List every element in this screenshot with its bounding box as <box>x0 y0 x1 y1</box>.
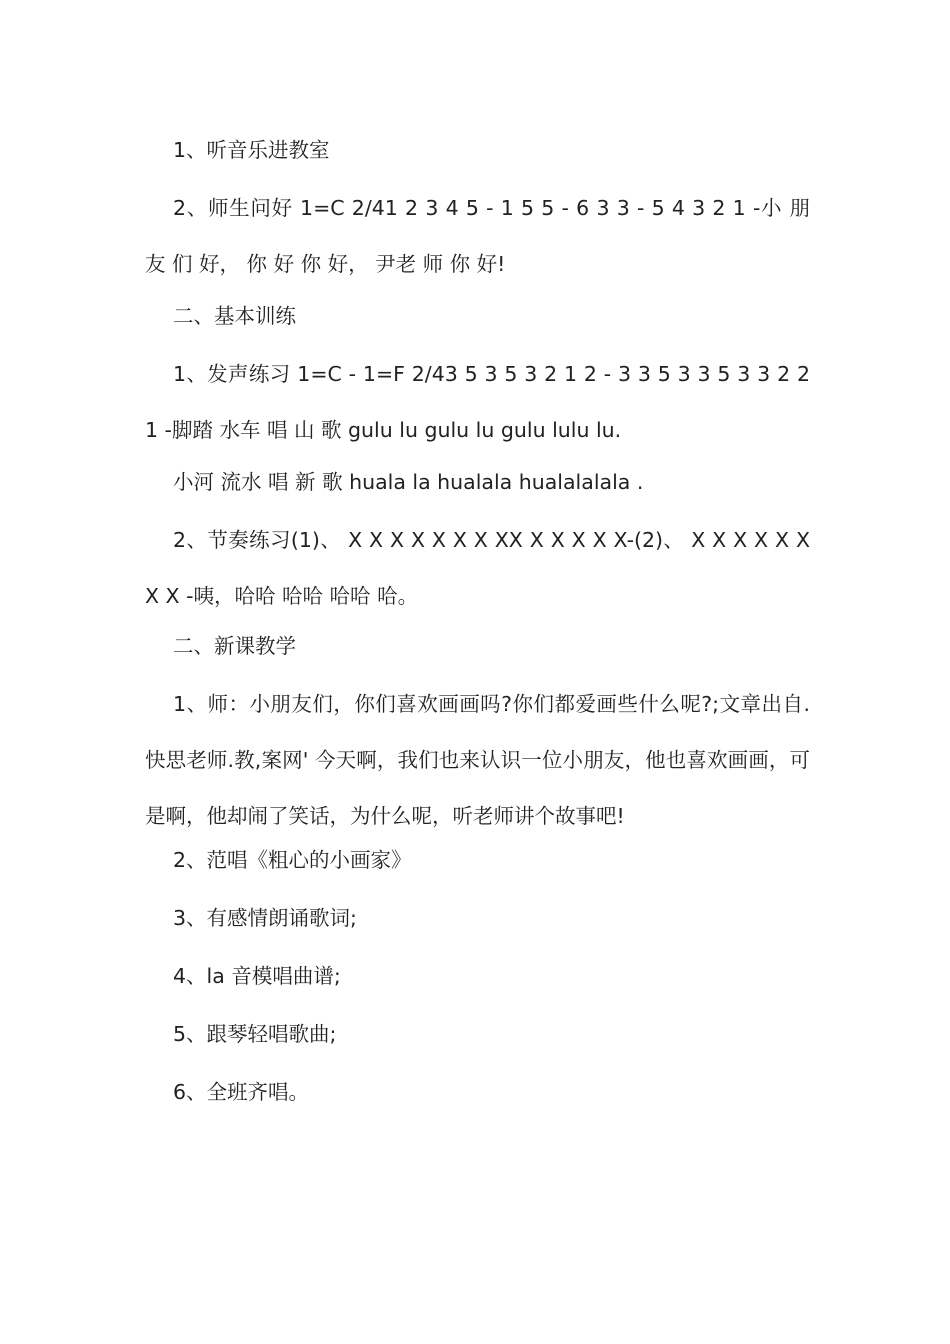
paragraph-6: 1、师：小朋友们，你们喜欢画画吗?你们都爱画些什么呢?;文章出自.快思老师.教,案网' 今天啊，我们也来认识一位小朋友，他也喜欢画画，可是啊，他却闹了笑话，为什么呢，听老师讲个故事吧! <box>145 692 810 828</box>
paragraph-4: 小河 流水 唱 新 歌 huala la hualala hualalalala . <box>173 470 644 494</box>
paragraph-11: 6、全班齐唱。 <box>173 1080 310 1104</box>
paragraph-9: 4、la 音模唱曲谱; <box>173 964 341 988</box>
paragraph-10: 5、跟琴轻唱歌曲; <box>173 1022 337 1046</box>
paragraph-7: 2、范唱《粗心的小画家》 <box>173 848 412 872</box>
paragraph-1: 1、听音乐进教室 <box>173 138 330 162</box>
paragraph-3: 1、发声练习 1=C - 1=F 2/43 5 3 5 3 2 1 2 - 3 3 5 3 3 5 3 3 2 2 1 -脚踏 水车 唱 山 歌 gulu lu gulu lu gulu lulu lu. <box>145 362 810 442</box>
paragraph-5: 2、节奏练习(1)、 X X X X X X X XX X X X X X-(2)、 X X X X X X X X -咦，哈哈 哈哈 哈哈 哈。 <box>145 528 810 608</box>
section-heading-basic-training: 二、基本训练 <box>173 304 296 328</box>
paragraph-2: 2、师生问好 1=C 2/41 2 3 4 5 - 1 5 5 - 6 3 3 - 5 4 3 2 1 -小 朋 友 们 好， 你 好 你 好， 尹老 师 你 好! <box>145 196 810 276</box>
section-heading-new-lesson: 二、新课教学 <box>173 634 296 658</box>
paragraph-8: 3、有感情朗诵歌词; <box>173 906 357 930</box>
